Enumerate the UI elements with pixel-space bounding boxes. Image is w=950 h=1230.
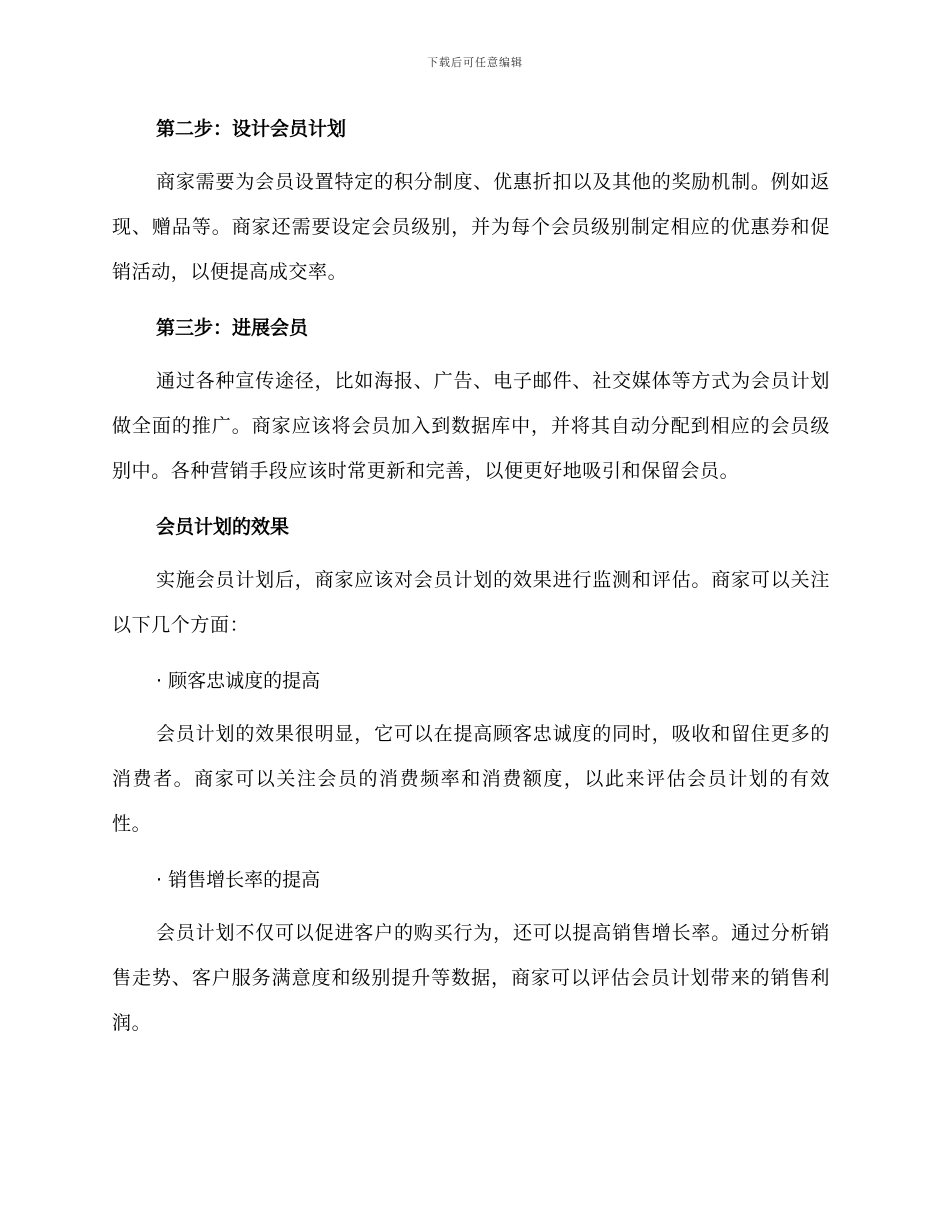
paragraph-customer-loyalty: 会员计划的效果很明显，它可以在提高顾客忠诚度的同时，吸收和留住更多的消费者。商家可以关注会员的消费频率和消费额度，以此来评估会员计划的有效性。 [112,723,830,835]
document-body [112,110,830,1046]
paragraph-sales-growth: 会员计划不仅可以促进客户的购买行为，还可以提高销售增长率。通过分析销售走势、客户服务满意度和级别提升等数据，商家可以评估会员计划带来的销售利润。 [112,922,830,1034]
section-heading-effect: 会员计划的效果 [156,516,290,538]
header-note: 下载后可任意编辑 [427,56,523,69]
paragraph-step2: 商家需要为会员设置特定的积分制度、优惠折扣以及其他的奖励机制。例如返现、赠品等。商家还需要设定会员级别，并为每个会员级别制定相应的优惠券和促销活动，以便提高成交率。 [112,171,830,283]
section-heading-step3: 第三步：进展会员 [156,317,309,339]
bullet-customer-loyalty: · 顾客忠诚度的提高 [156,670,321,692]
paragraph-step3: 通过各种宣传途径，比如海报、广告、电子邮件、社交媒体等方式为会员计划做全面的推广。商家应该将会员加入到数据库中，并将其自动分配到相应的会员级别中。各种营销手段应该时常更新和完善，以便更好地吸引和保留会员。 [112,370,830,482]
bullet-sales-growth: · 销售增长率的提高 [156,869,321,891]
section-heading-step2: 第二步：设计会员计划 [156,118,347,140]
paragraph-effect: 实施会员计划后，商家应该对会员计划的效果进行监测和评估。商家可以关注以下几个方面： [112,569,830,636]
